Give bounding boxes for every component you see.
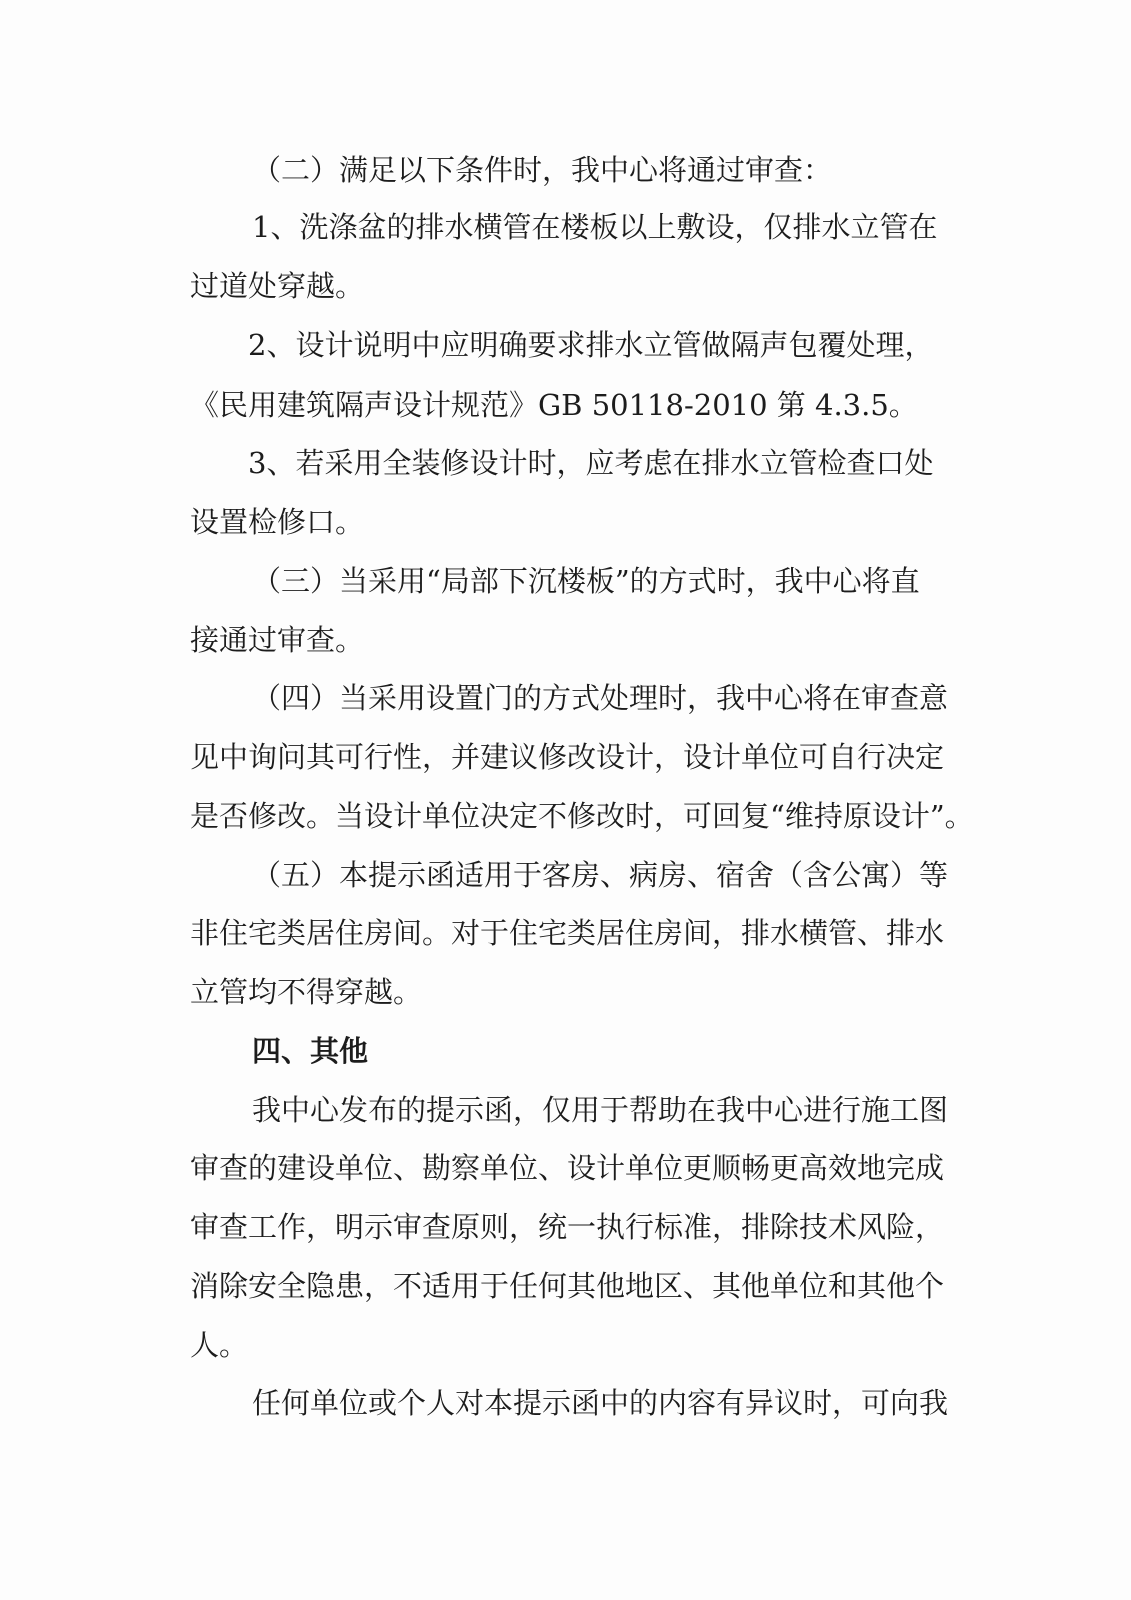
paragraph-6-line-5: 人。 bbox=[190, 1328, 249, 1362]
paragraph-6-line-1: 我中心发布的提示函，仅用于帮助在我中心进行施工图 bbox=[252, 1093, 949, 1127]
item-2-line-2: 《民用建筑隔声设计规范》GB 50118-2010 第 4.3.5。 bbox=[190, 388, 918, 422]
paragraph-7-line-1: 任何单位或个人对本提示函中的内容有异议时，可向我 bbox=[252, 1386, 949, 1420]
paragraph-4-line-1: （四）当采用设置门的方式处理时，我中心将在审查意 bbox=[252, 681, 949, 715]
paragraph-5-line-2: 非住宅类居住房间。对于住宅类居住房间，排水横管、排水 bbox=[190, 916, 945, 950]
item-3-line-2: 设置检修口。 bbox=[190, 505, 365, 539]
item-1-line-1: 1、洗涤盆的排水横管在楼板以上敷设，仅排水立管在 bbox=[252, 210, 938, 244]
paragraph-3-line-1: （三）当采用“局部下沉楼板”的方式时，我中心将直 bbox=[252, 564, 920, 598]
paragraph-5-line-1: （五）本提示函适用于客房、病房、宿舍（含公寓）等 bbox=[252, 858, 949, 892]
paragraph-4-line-2: 见中询问其可行性，并建议修改设计，设计单位可自行决定 bbox=[190, 740, 945, 774]
paragraph-6-line-2: 审查的建设单位、勘察单位、设计单位更顺畅更高效地完成 bbox=[190, 1151, 945, 1185]
item-3-line-1: 3、若采用全装修设计时，应考虑在排水立管检查口处 bbox=[248, 446, 934, 480]
paragraph-6-line-3: 审查工作，明示审查原则，统一执行标准，排除技术风险， bbox=[190, 1210, 945, 1244]
item-2-line-1: 2、设计说明中应明确要求排水立管做隔声包覆处理， bbox=[248, 328, 934, 362]
paragraph-5-line-3: 立管均不得穿越。 bbox=[190, 975, 423, 1009]
paragraph-3-line-2: 接通过审查。 bbox=[190, 623, 365, 657]
paragraph-6-line-4: 消除安全隐患，不适用于任何其他地区、其他单位和其他个 bbox=[190, 1269, 945, 1303]
item-1-line-2: 过道处穿越。 bbox=[190, 269, 365, 303]
section-4-heading: 四、其他 bbox=[252, 1034, 369, 1068]
paragraph-4-line-3: 是否修改。当设计单位决定不修改时，可回复“维持原设计”。 bbox=[190, 799, 974, 833]
paragraph-2-line-1: （二）满足以下条件时，我中心将通过审查： bbox=[252, 153, 833, 187]
